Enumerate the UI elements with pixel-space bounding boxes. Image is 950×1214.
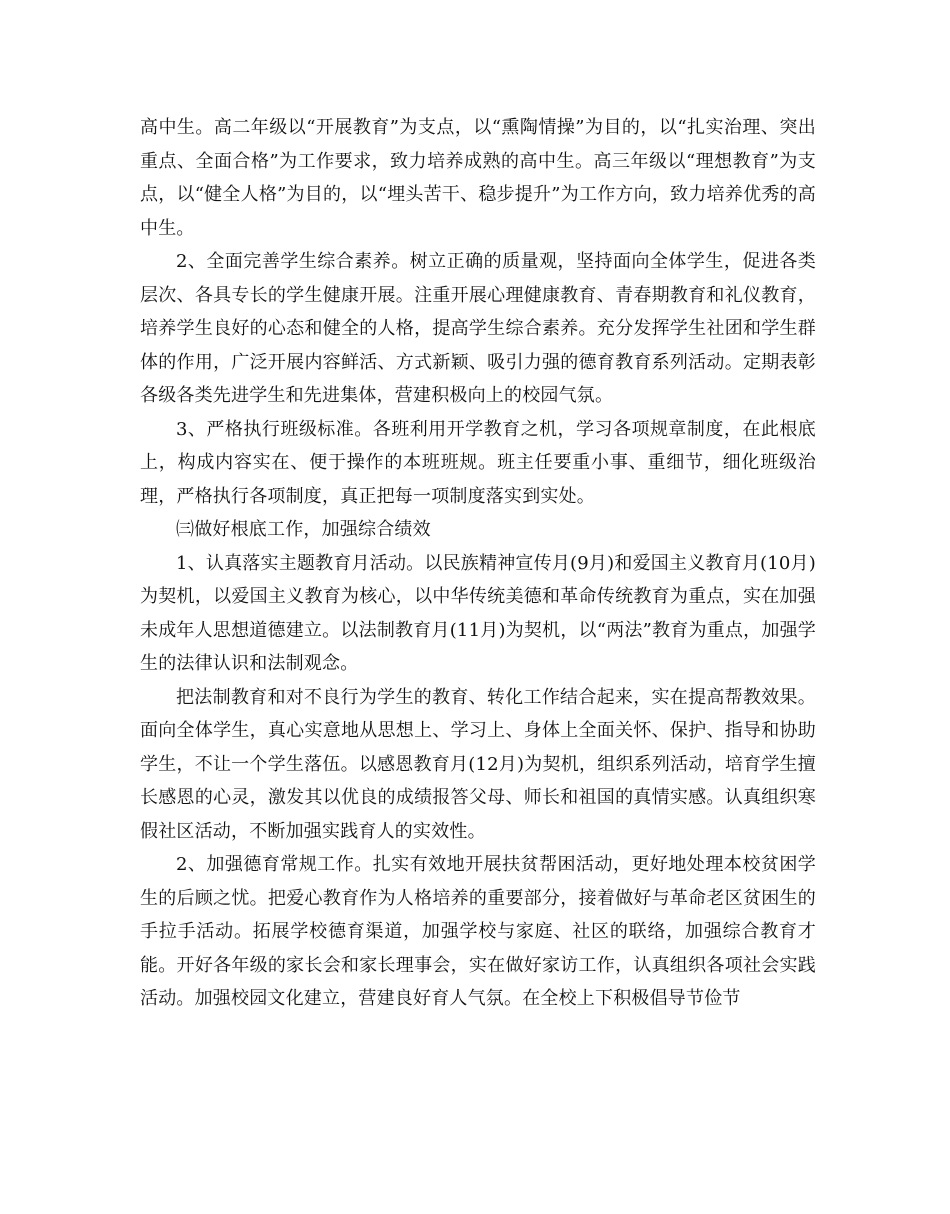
paragraph-theme-education-month: 1、认真落实主题教育月活动。以民族精神宣传月(9月)和爱国主义教育月(10月)为契机，以爱国主义教育为核心，以中华传统美德和革命传统教育为重点，实在加强未成年人思想道德建立。以法制教育月(11月)为契机，以“两法”教育为重点，加强学生的法律认识和法制观念。 [140,552,816,674]
paragraph-grade-goals: 高中生。高二年级以“开展教育”为支点，以“熏陶情操”为目的，以“扎实治理、突出重点、全面合格”为工作要求，致力培养成熟的高中生。高三年级以“理想教育”为支点，以“健全人格”为目的，以“埋头苦干、稳步提升”为工作方向，致力培养优秀的高中生。 [140,117,816,239]
document-body [140,111,816,1016]
paragraph-class-standards: 3、严格执行班级标准。各班利用开学教育之机，学习各项规章制度，在此根底上，构成内容实在、便于操作的本班班规。班主任要重小事、重细节，细化班级治理，严格执行各项制度，真正把每一项制度落实到实处。 [140,418,816,507]
paragraph-legal-education: 把法制教育和对不良行为学生的教育、转化工作结合起来，实在提高帮教效果。面向全体学生，真心实意地从思想上、学习上、身体上全面关怀、保护、指导和协助学生，不让一个学生落伍。以感恩教育月(12月)为契机，组织系列活动，培育学生擅长感恩的心灵，激发其以优良的成绩报答父母、师长和祖国的真情实感。认真组织寒假社区活动，不断加强实践育人的实效性。 [140,686,816,842]
section-heading-foundation-work: ㈢做好根底工作，加强综合绩效 [176,519,431,540]
paragraph-comprehensive-quality: 2、全面完善学生综合素养。树立正确的质量观，坚持面向全体学生，促进各类层次、各具专长的学生健康开展。注重开展心理健康教育、青春期教育和礼仪教育，培养学生良好的心态和健全的人格，提高学生综合素养。充分发挥学生社团和学生群体的作用，广泛开展内容鲜活、方式新颖、吸引力强的德育教育系列活动。定期表彰各级各类先进学生和先进集体，营建积极向上的校园气氛。 [140,251,816,406]
paragraph-moral-education-routine: 2、加强德育常规工作。扎实有效地开展扶贫帮困活动，更好地处理本校贫困学生的后顾之忧。把爱心教育作为人格培养的重要部分，接着做好与革命老区贫困生的手拉手活动。拓展学校德育渠道，加强学校与家庭、社区的联络，加强综合教育才能。开好各年级的家长会和家长理事会，实在做好家访工作，认真组织各项社会实践活动。加强校园文化建立，营建良好育人气氛。在全校上下积极倡导节俭节 [140,854,816,1009]
